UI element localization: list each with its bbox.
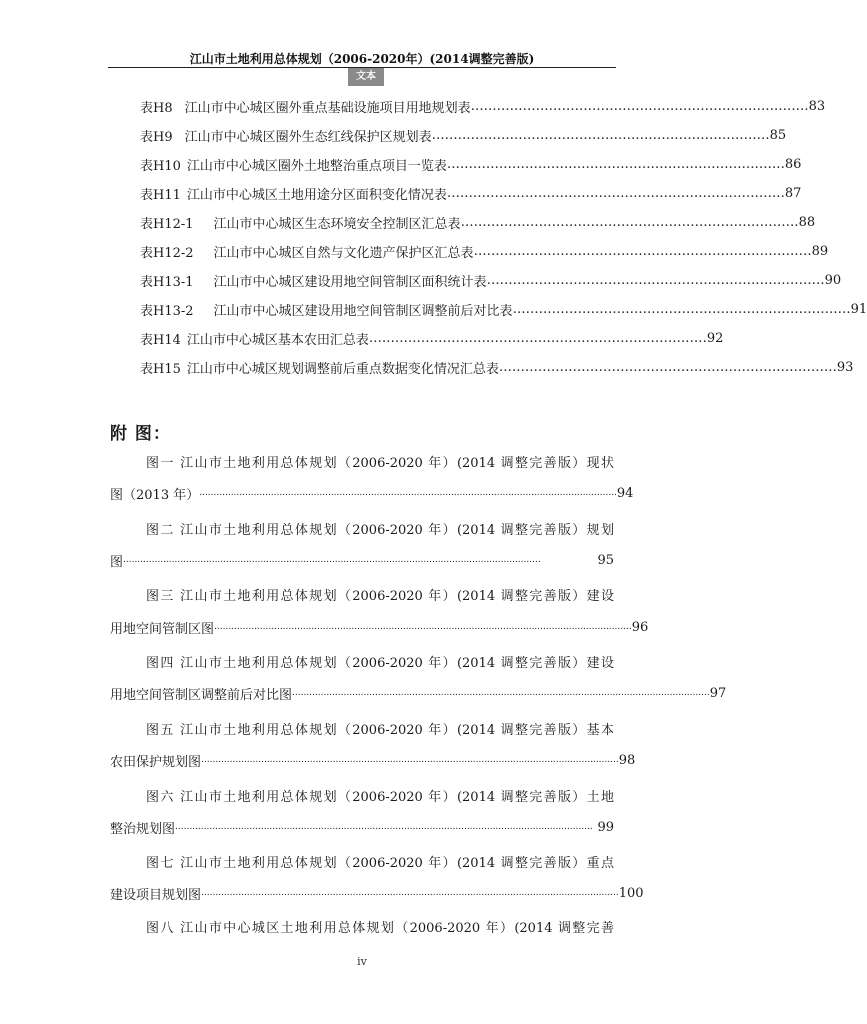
entry-code: 表H10	[140, 158, 181, 174]
toc-figure-entry-continued[interactable]	[110, 617, 649, 637]
figure-title-line1: 图八 江山市中心城区土地利用总体规划（2006-2020 年）(2014 调整完善	[146, 920, 614, 936]
leader-dots: ..................................................................................................................................................	[214, 622, 632, 632]
entry-page: 97	[709, 685, 727, 701]
entry-code: 表H11	[140, 187, 181, 203]
entry-page: 86	[784, 156, 802, 172]
leader-dots: ..................................................................................................................................................	[175, 822, 593, 832]
toc-table-entry[interactable]	[140, 183, 802, 203]
entry-title: 江山市中心城区规划调整前后重点数据变化情况汇总表	[186, 361, 499, 377]
entry-page: 85	[769, 127, 787, 143]
leader-dots: ……………………………………………………………………	[473, 243, 812, 259]
leader-dots: ..................................................................................................................................................	[199, 488, 617, 498]
toc-table-entry[interactable]	[140, 299, 867, 319]
toc-figure-entry[interactable]	[110, 916, 614, 936]
entry-page: 91	[850, 301, 867, 317]
figure-title-line1: 图四 江山市土地利用总体规划（2006-2020 年）(2014 调整完善版）建设	[146, 655, 614, 671]
figure-title-line2: 图	[110, 554, 124, 570]
toc-table-entry[interactable]	[140, 328, 724, 348]
leader-dots: ……………………………………………………………………	[431, 127, 770, 143]
toc-table-entry[interactable]	[140, 241, 829, 261]
figure-title-line1: 图七 江山市土地利用总体规划（2006-2020 年）(2014 调整完善版）重点	[146, 855, 614, 871]
toc-figure-entry-continued[interactable]	[110, 750, 636, 770]
leader-dots: ……………………………………………………………………	[446, 156, 785, 172]
leader-dots: ……………………………………………………………………	[486, 272, 825, 288]
toc-table-entry[interactable]	[140, 270, 842, 290]
toc-table-entry[interactable]	[140, 212, 816, 232]
entry-title: 江山市中心城区建设用地空间管制区面积统计表	[213, 274, 487, 290]
toc-figure-entry-continued[interactable]	[110, 883, 644, 903]
toc-table-entry[interactable]	[140, 357, 854, 377]
toc-figure-entry[interactable]	[110, 518, 614, 538]
entry-page: 87	[784, 185, 802, 201]
figure-title-line1: 图一 江山市土地利用总体规划（2006-2020 年）(2014 调整完善版）现状	[146, 455, 614, 471]
figure-title-line2: 用地空间管制区调整前后对比图	[110, 687, 293, 703]
figure-title-line2: 农田保护规划图	[110, 754, 202, 770]
entry-code: 表H13-1	[140, 274, 194, 290]
entry-title: 江山市中心城区圈外土地整治重点项目一览表	[186, 158, 447, 174]
entry-title: 江山市中心城区建设用地空间管制区调整前后对比表	[213, 303, 513, 319]
toc-figure-entry[interactable]	[110, 651, 614, 671]
entry-page: 89	[811, 243, 829, 259]
leader-dots: ..................................................................................................................................................	[201, 755, 619, 765]
entry-title: 江山市中心城区圈外生态红线保护区规划表	[184, 129, 432, 145]
entry-page: 94	[616, 485, 634, 501]
toc-figure-entry[interactable]	[110, 718, 614, 738]
leader-dots: ..................................................................................................................................................	[292, 688, 710, 698]
entry-title: 江山市中心城区圈外重点基础设施项目用地规划表	[184, 100, 471, 116]
entry-code: 表H9	[140, 129, 173, 145]
leader-dots: ……………………………………………………………………	[368, 330, 707, 346]
entry-code: 表H8	[140, 100, 173, 116]
header-section-tag: 文本	[348, 68, 384, 86]
figure-title-line2: 建设项目规划图	[110, 887, 202, 903]
toc-table-entry[interactable]	[140, 154, 802, 174]
leader-dots: ……………………………………………………………………	[470, 98, 809, 114]
leader-dots: ……………………………………………………………………	[512, 301, 851, 317]
running-header-title: 江山市土地利用总体规划（2006-2020年）(2014调整完善版)	[189, 52, 535, 66]
entry-title: 江山市中心城区生态环境安全控制区汇总表	[213, 216, 461, 232]
page-number: iv	[357, 955, 367, 968]
entry-code: 表H12-1	[140, 216, 194, 232]
entry-page: 100	[618, 885, 644, 901]
leader-dots: ……………………………………………………………………	[498, 359, 837, 375]
entry-title: 江山市中心城区土地用途分区面积变化情况表	[186, 187, 447, 203]
entry-page: 93	[836, 359, 854, 375]
leader-dots: ……………………………………………………………………	[446, 185, 785, 201]
figure-title-line1: 图三 江山市土地利用总体规划（2006-2020 年）(2014 调整完善版）建设	[146, 588, 614, 604]
entry-page: 96	[631, 619, 649, 635]
figure-title-line2: 用地空间管制区图	[110, 621, 215, 637]
toc-figure-entry-continued[interactable]	[110, 683, 727, 703]
leader-dots: ..................................................................................................................................................	[123, 555, 541, 565]
toc-table-entry[interactable]	[140, 125, 787, 145]
toc-table-entry[interactable]	[140, 96, 826, 116]
leader-dots: ..................................................................................................................................................	[201, 888, 619, 898]
entry-code: 表H14	[140, 332, 181, 348]
entry-code: 表H15	[140, 361, 181, 377]
toc-figure-entry-continued[interactable]	[110, 550, 614, 570]
entry-page: 98	[618, 752, 636, 768]
entry-code: 表H12-2	[140, 245, 194, 261]
figure-title-line1: 图五 江山市土地利用总体规划（2006-2020 年）(2014 调整完善版）基本	[146, 722, 614, 738]
entry-page: 83	[808, 98, 826, 114]
entry-page: 92	[706, 330, 724, 346]
figures-heading: 附 图：	[110, 424, 171, 444]
toc-figure-entry[interactable]	[110, 451, 614, 471]
toc-figure-entry[interactable]	[110, 851, 614, 871]
entry-page: 88	[798, 214, 816, 230]
figure-title-line1: 图六 江山市土地利用总体规划（2006-2020 年）(2014 调整完善版）土地	[146, 789, 614, 805]
entry-page: 99	[597, 819, 614, 835]
entry-code: 表H13-2	[140, 303, 194, 319]
entry-page: 95	[597, 552, 614, 568]
entry-title: 江山市中心城区基本农田汇总表	[186, 332, 369, 348]
figure-title-line2: 整治规划图	[110, 821, 176, 837]
toc-figure-entry-continued[interactable]	[110, 483, 634, 503]
entry-page: 90	[824, 272, 842, 288]
figure-title-line2: 图（2013 年）	[110, 487, 200, 503]
toc-figure-entry[interactable]	[110, 584, 614, 604]
toc-figure-entry[interactable]	[110, 785, 614, 805]
entry-title: 江山市中心城区自然与文化遗产保护区汇总表	[213, 245, 474, 261]
toc-figure-entry-continued[interactable]	[110, 817, 614, 837]
figure-title-line1: 图二 江山市土地利用总体规划（2006-2020 年）(2014 调整完善版）规划	[146, 522, 614, 538]
leader-dots: ……………………………………………………………………	[460, 214, 799, 230]
